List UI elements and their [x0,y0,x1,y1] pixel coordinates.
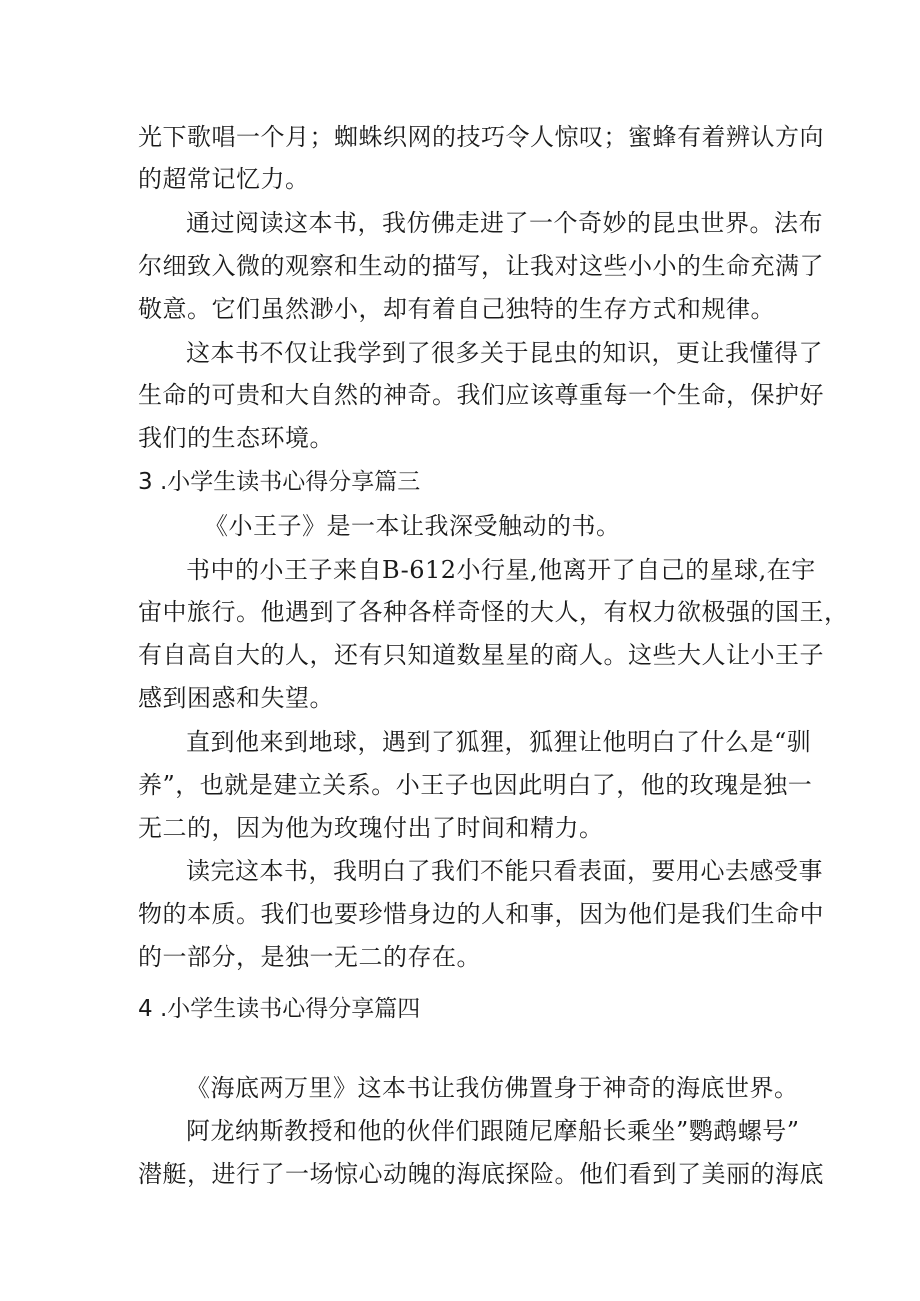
paragraph-line: 书中的小王子来自B-612小行星,他离开了自己的星球,在宇 [186,556,816,584]
paragraph-line: 尔细致入微的观察和生动的描写，让我对这些小小的生命充满了 [138,252,824,280]
paragraph-line: 的一部分，是独一无二的存在。 [138,943,481,971]
paragraph-line: 生命的可贵和大自然的神奇。我们应该尊重每一个生命，保护好 [138,381,824,409]
paragraph-line: 的超常记忆力。 [138,165,310,193]
paragraph-line: 直到他来到地球，遇到了狐狸，狐狸让他明白了什么是“驯 [186,728,812,756]
paragraph-line: 阿龙纳斯教授和他的伙伴们跟随尼摩船长乘坐”鹦鹉螺号” [186,1117,800,1145]
paragraph-line: 读完这本书，我明白了我们不能只看表面，要用心去感受事 [186,857,823,885]
paragraph-line: 我们的生态环境。 [138,424,334,452]
paragraph-line: 潜艇，进行了一场惊心动魄的海底探险。他们看到了美丽的海底 [138,1160,824,1188]
paragraph-line: 敬意。它们虽然渺小，却有着自己独特的生存方式和规律。 [138,295,775,323]
paragraph-line: 《小王子》是一本让我深受触动的书。 [204,512,621,540]
paragraph-line: 感到困惑和失望。 [138,684,334,712]
paragraph-line: 有自高自大的人，还有只知道数星星的商人。这些大人让小王子 [138,641,824,669]
paragraph-line: 养”，也就是建立关系。小王子也因此明白了，他的玫瑰是独一 [138,771,813,799]
paragraph-line: 宙中旅行。他遇到了各种各样奇怪的大人，有权力欲极强的国王， [138,598,849,626]
section-heading-3: 3 .小学生读书心得分享篇三 [138,469,421,495]
paragraph-line: 《海底两万里》这本书让我仿佛置身于神奇的海底世界。 [186,1074,799,1102]
paragraph-line: 物的本质。我们也要珍惜身边的人和事，因为他们是我们生命中 [138,900,824,928]
paragraph-line: 无二的，因为他为玫瑰付出了时间和精力。 [138,814,604,842]
paragraph-line: 光下歌唱一个月；蜘蛛织网的技巧令人惊叹；蜜蜂有着辨认方向 [138,123,824,151]
paragraph-line: 这本书不仅让我学到了很多关于昆虫的知识，更让我懂得了 [186,339,823,367]
section-heading-4: 4 .小学生读书心得分享篇四 [138,996,421,1022]
paragraph-line: 通过阅读这本书，我仿佛走进了一个奇妙的昆虫世界。法布 [186,209,823,237]
